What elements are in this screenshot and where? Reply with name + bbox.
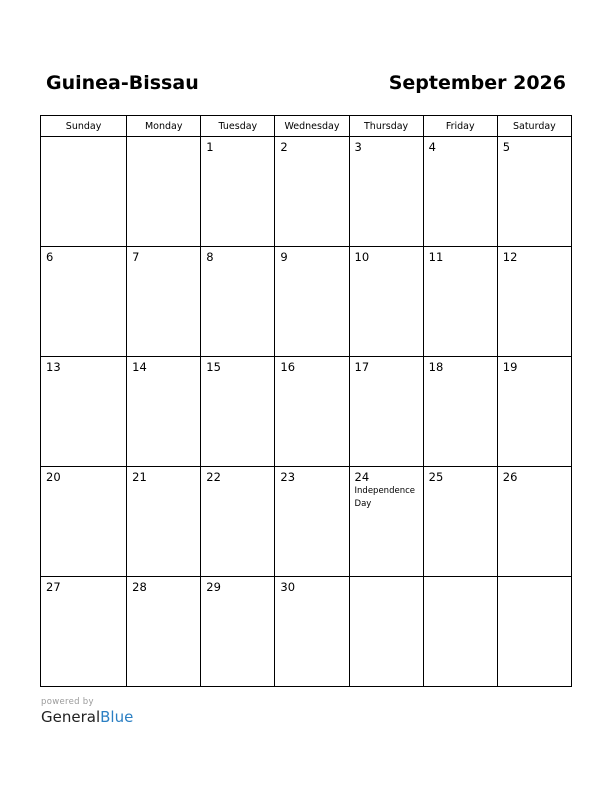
day-cell	[127, 467, 201, 577]
day-cell	[201, 467, 275, 577]
day-number: 13	[46, 360, 61, 374]
brand-blue: Blue	[100, 708, 134, 726]
day-number: 23	[280, 470, 296, 484]
day-number: 26	[502, 470, 518, 484]
week-row	[41, 577, 572, 687]
day-cell	[41, 467, 127, 577]
weekday-tuesday: Tuesday	[201, 116, 275, 137]
week-row	[41, 467, 572, 577]
day-cell	[275, 467, 349, 577]
day-cell	[497, 577, 571, 687]
weekday-sunday: Sunday	[41, 116, 127, 137]
day-cell	[497, 357, 571, 467]
day-cell	[127, 577, 201, 687]
weekday-saturday: Saturday	[497, 116, 571, 137]
weekday-wednesday: Wednesday	[275, 116, 349, 137]
footer-branding	[41, 697, 133, 726]
day-number: 7	[132, 250, 140, 264]
calendar-header	[40, 68, 572, 100]
day-cell	[423, 577, 497, 687]
powered-by-text: powered by	[41, 697, 94, 707]
day-cell	[275, 577, 349, 687]
generalblue-logo[interactable]	[41, 708, 133, 726]
week-row	[41, 137, 572, 247]
day-cell	[497, 247, 571, 357]
day-number: 16	[280, 360, 296, 374]
day-number: 6	[46, 250, 54, 264]
day-number: 17	[354, 360, 370, 374]
weekday-header-row	[41, 116, 572, 137]
day-cell	[41, 577, 127, 687]
day-number: 10	[354, 250, 370, 264]
day-cell	[349, 247, 423, 357]
day-cell	[275, 247, 349, 357]
day-cell	[275, 357, 349, 467]
day-cell	[41, 357, 127, 467]
day-number: 5	[502, 140, 511, 154]
day-cell	[423, 137, 497, 247]
day-number: 1	[206, 140, 214, 154]
day-number: 8	[206, 250, 214, 264]
day-number: 9	[280, 250, 288, 264]
day-cell	[275, 137, 349, 247]
weekday-monday: Monday	[127, 116, 201, 137]
month-year-title: September 2026	[388, 72, 566, 94]
day-cell	[201, 357, 275, 467]
day-cell	[41, 247, 127, 357]
day-cell	[201, 137, 275, 247]
brand-general: General	[41, 708, 101, 726]
day-cell	[497, 137, 571, 247]
day-cell	[127, 357, 201, 467]
day-number: 29	[206, 580, 221, 594]
weekday-thursday: Thursday	[349, 116, 423, 137]
day-number	[424, 577, 497, 580]
day-cell	[423, 247, 497, 357]
day-number: 21	[132, 470, 147, 484]
day-number: 30	[280, 580, 296, 594]
day-cell	[349, 577, 423, 687]
day-number: 25	[428, 470, 444, 484]
week-row	[41, 357, 572, 467]
day-number: 28	[132, 580, 147, 594]
weekday-friday: Friday	[423, 116, 497, 137]
day-number	[498, 577, 571, 580]
holiday-label: Independence Day	[354, 486, 415, 509]
day-number	[127, 137, 200, 140]
day-number: 18	[428, 360, 444, 374]
day-number: 11	[428, 250, 444, 264]
day-number: 27	[46, 580, 61, 594]
day-cell	[41, 137, 127, 247]
day-cell	[497, 467, 571, 577]
calendar-grid	[40, 115, 572, 687]
day-cell	[349, 137, 423, 247]
day-cell	[201, 577, 275, 687]
day-number: 3	[354, 140, 362, 154]
day-number: 22	[206, 470, 221, 484]
day-number: 20	[46, 470, 61, 484]
day-number	[41, 137, 126, 140]
day-cell	[349, 357, 423, 467]
day-cell	[127, 137, 201, 247]
day-number: 14	[132, 360, 147, 374]
day-number: 12	[502, 250, 518, 264]
day-cell-holiday	[349, 467, 423, 577]
day-number: 24	[354, 470, 370, 484]
day-cell	[127, 247, 201, 357]
day-number: 4	[428, 140, 436, 154]
day-cell	[423, 467, 497, 577]
week-row	[41, 247, 572, 357]
day-cell	[201, 247, 275, 357]
day-number: 15	[206, 360, 221, 374]
day-number: 19	[502, 360, 518, 374]
day-cell	[423, 357, 497, 467]
day-number: 2	[280, 140, 288, 154]
country-title: Guinea-Bissau	[46, 72, 199, 94]
day-number	[350, 577, 423, 580]
